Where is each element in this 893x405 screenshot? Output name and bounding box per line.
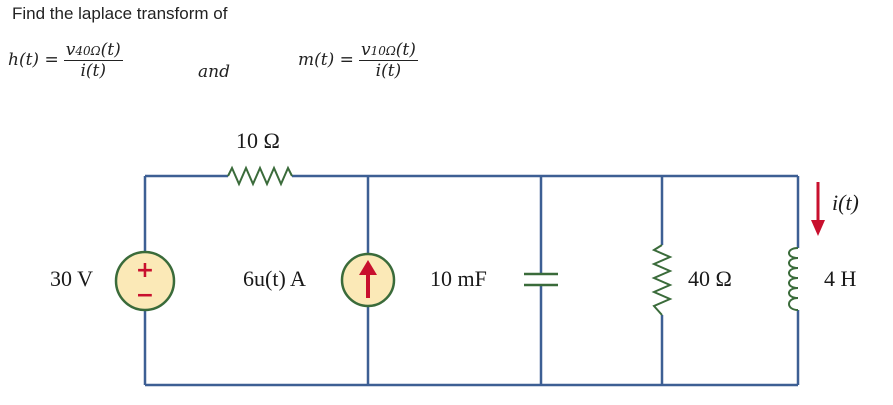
series-resistor-label: 10 Ω	[236, 128, 280, 153]
inductor-symbol	[789, 248, 798, 310]
voltage-source-minus-sign: −	[135, 283, 155, 308]
shunt-resistor-label: 40 Ω	[688, 266, 732, 291]
resistor-10-ohm-symbol	[228, 168, 292, 184]
m-num-arg: (t)	[395, 40, 416, 60]
capacitor-label: 10 mF	[430, 266, 487, 291]
voltage-source-label: 30 V	[50, 266, 93, 291]
m-num-sub: 10Ω	[370, 44, 396, 58]
m-denominator: i(t)	[359, 60, 418, 81]
voltage-source-plus-sign: +	[135, 258, 155, 283]
resistor-40-ohm-symbol	[654, 245, 670, 315]
inductor-label: 4 H	[824, 266, 857, 291]
m-lhs: m(t) =	[298, 50, 354, 70]
h-num-var: v	[65, 40, 76, 60]
m-num-var: v	[360, 40, 371, 60]
h-denominator: i(t)	[64, 60, 123, 81]
h-lhs: h(t) =	[8, 50, 59, 70]
inductor-current-label: i(t)	[832, 190, 859, 215]
current-source-label: 6u(t) A	[243, 266, 306, 291]
problem-statement: Find the laplace transform of	[12, 4, 228, 23]
and-connector: and	[198, 62, 230, 82]
h-num-sub: 40Ω	[75, 44, 101, 58]
inductor-current-arrow-head	[811, 220, 825, 236]
h-num-arg: (t)	[100, 40, 121, 60]
